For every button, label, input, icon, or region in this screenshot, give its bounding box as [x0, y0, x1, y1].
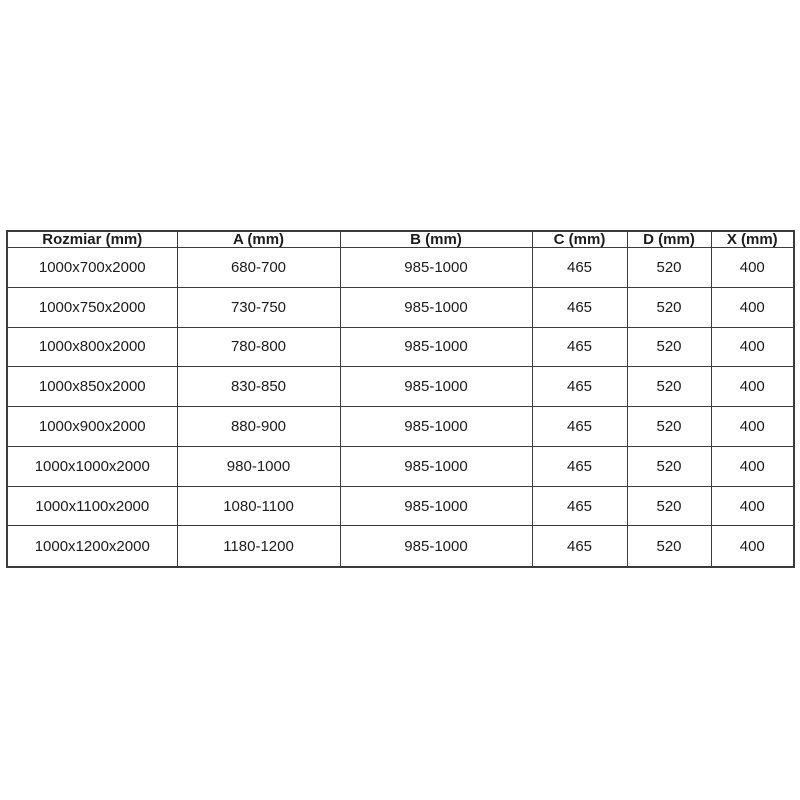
- table-cell: 1180-1200: [177, 526, 340, 567]
- column-header-b: B (mm): [340, 231, 532, 248]
- table-cell: 465: [532, 407, 627, 447]
- table-cell: 780-800: [177, 327, 340, 367]
- table-cell: 1080-1100: [177, 486, 340, 526]
- table-row: [7, 446, 794, 486]
- table-cell: 520: [627, 367, 711, 407]
- table-cell: 730-750: [177, 287, 340, 327]
- table-cell: 465: [532, 367, 627, 407]
- table-cell: 1000x700x2000: [7, 248, 177, 288]
- table-cell: 880-900: [177, 407, 340, 447]
- table-row: [7, 367, 794, 407]
- table-cell: 520: [627, 248, 711, 288]
- table-cell: 1000x1000x2000: [7, 446, 177, 486]
- table-row: [7, 248, 794, 288]
- table-cell: 400: [711, 248, 794, 288]
- table-cell: 520: [627, 526, 711, 567]
- size-table: [6, 230, 795, 568]
- table-cell: 1000x850x2000: [7, 367, 177, 407]
- table-cell: 985-1000: [340, 526, 532, 567]
- table-cell: 980-1000: [177, 446, 340, 486]
- table-cell: 985-1000: [340, 327, 532, 367]
- table-cell: 1000x1100x2000: [7, 486, 177, 526]
- table-cell: 985-1000: [340, 446, 532, 486]
- table-cell: 985-1000: [340, 248, 532, 288]
- column-header-c: C (mm): [532, 231, 627, 248]
- column-header-a: A (mm): [177, 231, 340, 248]
- table-row: [7, 287, 794, 327]
- table-cell: 1000x900x2000: [7, 407, 177, 447]
- table-cell: 465: [532, 287, 627, 327]
- table-cell: 520: [627, 327, 711, 367]
- table-cell: 400: [711, 407, 794, 447]
- table-cell: 400: [711, 367, 794, 407]
- table-cell: 465: [532, 486, 627, 526]
- table-cell: 1000x750x2000: [7, 287, 177, 327]
- table-cell: 520: [627, 446, 711, 486]
- table-body: [7, 248, 794, 568]
- table-cell: 985-1000: [340, 486, 532, 526]
- table-cell: 400: [711, 526, 794, 567]
- table-cell: 400: [711, 287, 794, 327]
- table-cell: 465: [532, 526, 627, 567]
- table-cell: 1000x1200x2000: [7, 526, 177, 567]
- table-cell: 985-1000: [340, 367, 532, 407]
- table-cell: 985-1000: [340, 287, 532, 327]
- table-cell: 400: [711, 327, 794, 367]
- table-cell: 465: [532, 248, 627, 288]
- table-cell: 520: [627, 486, 711, 526]
- table-cell: 400: [711, 446, 794, 486]
- table-cell: 1000x800x2000: [7, 327, 177, 367]
- table-cell: 985-1000: [340, 407, 532, 447]
- column-header-rozmiar: Rozmiar (mm): [7, 231, 177, 248]
- header-row: [7, 231, 794, 248]
- table-row: [7, 407, 794, 447]
- table-cell: 520: [627, 407, 711, 447]
- table-row: [7, 486, 794, 526]
- table-cell: 400: [711, 486, 794, 526]
- table-cell: 465: [532, 446, 627, 486]
- column-header-d: D (mm): [627, 231, 711, 248]
- table-cell: 680-700: [177, 248, 340, 288]
- table-cell: 465: [532, 327, 627, 367]
- table-row: [7, 526, 794, 567]
- table-row: [7, 327, 794, 367]
- table-cell: 830-850: [177, 367, 340, 407]
- column-header-x: X (mm): [711, 231, 794, 248]
- table-cell: 520: [627, 287, 711, 327]
